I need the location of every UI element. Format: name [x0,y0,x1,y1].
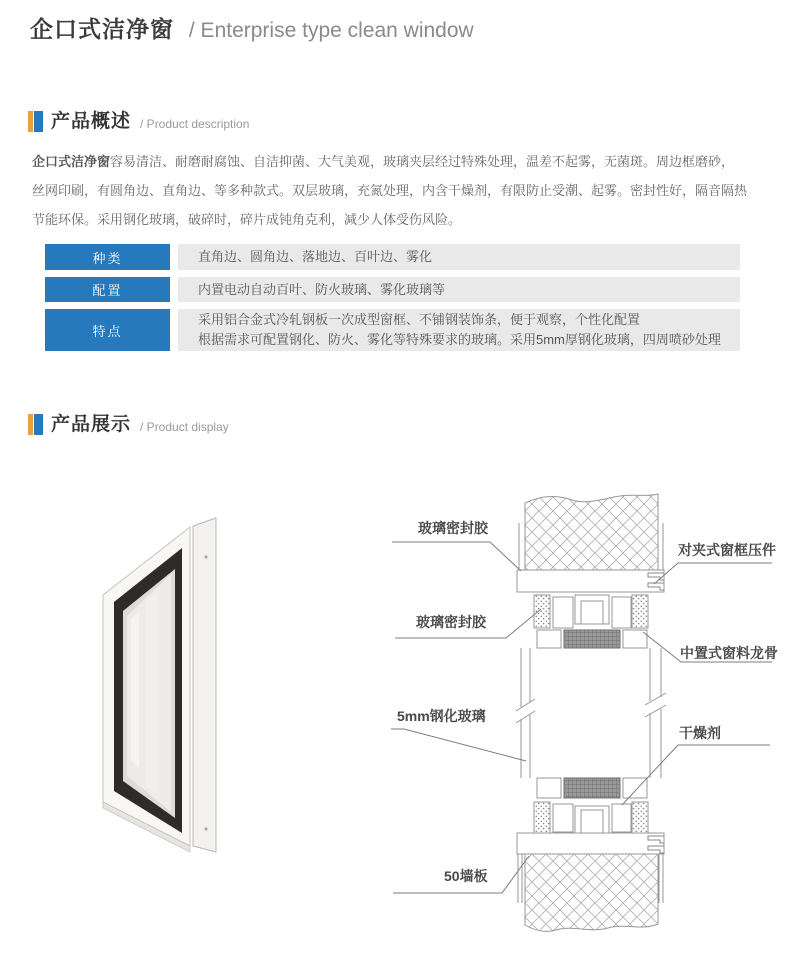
section-title-display: 产品展示 [51,414,132,435]
description-line1: 容易清洁、耐磨耐腐蚀、自洁抑菌、大气美观，玻璃夹层经过特殊处理，温差不起雾，无菌斑。周边框磨砂， [110,154,735,169]
page-title-zh: 企口式洁净窗 [30,16,174,42]
table-row [45,277,740,302]
butyl-strip [564,778,620,798]
page-title-en: / Enterprise type clean window [188,19,474,42]
row-content: 内置电动自动百叶、防火玻璃、雾化玻璃等 [178,277,740,302]
wall-block-bottom [525,854,658,931]
product-photo [80,475,250,865]
product-description [32,147,774,234]
glass-pane-left [516,648,535,778]
diagram-label-desiccant: 干燥剂 [679,725,721,741]
desiccant-chamber [623,778,647,798]
section-accent-bar [28,111,43,132]
butyl-strip [564,630,620,648]
diagram-label-glass-sealant-top: 玻璃密封胶 [418,520,488,536]
row-content: 采用铝合金式冷轧钢板一次成型窗框、不铺钢装饰条，便于观察，个性化配置 根据需求可配置钢化、防火、雾化等特殊要求的玻璃。采用5mm厚钢化玻璃，四周喷砂处理 [178,309,740,351]
desiccant-chamber [537,630,561,648]
diagram-label-wall-panel: 50墙板 [444,868,488,884]
desiccant-chamber [537,778,561,798]
frame-band-bottom [517,833,664,854]
section-header-overview [28,111,249,132]
leader-glass-sealant-top [392,542,521,571]
description-line2: 丝网印刷，有圆角边、直角边、等多种款式。双层玻璃，充氮处理，内含干燥剂，有限防止受潮、起雾。密封性好，隔音隔热 [32,183,748,198]
section-subtitle-overview: / Product description [140,117,250,131]
table-row [45,309,740,351]
spec-table [45,244,740,358]
spacer-block [612,597,631,628]
glass-pane-right [645,648,666,778]
photo-glass-reflection [145,591,158,795]
diagram-label-clamp-piece: 对夹式窗框压件 [678,542,776,558]
row-label: 配置 [45,277,170,302]
section-accent-bar [28,414,43,435]
frame-band-top [517,570,664,592]
center-keel-inner [581,601,603,624]
description-line3: 节能环保。采用钢化玻璃，破碎时，碎片成钝角克利，减少人体受伤风险。 [32,212,462,227]
wall-block-top [525,494,658,570]
row-spacer [170,277,178,302]
sealant-block [534,595,550,628]
diagram-label-glass-sealant-mid: 玻璃密封胶 [416,614,486,630]
leader-tempered-glass [391,729,526,761]
section-header-display [28,414,229,435]
row-spacer [170,244,178,270]
section-title-overview: 产品概述 [51,111,132,132]
spacer-block [553,597,573,628]
spacer-block [553,804,573,832]
photo-glass-reflection [131,612,139,768]
row-label: 特点 [45,309,170,351]
sealant-block [632,595,648,628]
spacer-block [612,804,631,832]
row-content: 直角边、圆角边、落地边、百叶边、雾化 [178,244,740,270]
photo-screw-top [204,555,207,558]
photo-screw-bottom [204,827,207,830]
row-spacer [170,309,178,351]
photo-back-flange [193,518,216,852]
center-keel-inner [581,810,603,833]
page-title [30,8,474,45]
description-lead: 企口式洁净窗 [32,154,111,169]
row-label: 种类 [45,244,170,270]
sealant-block [534,802,550,833]
diagram-label-center-keel: 中置式窗料龙骨 [680,645,778,661]
table-row [45,244,740,270]
diagram-label-tempered-glass: 5mm钢化玻璃 [397,708,486,724]
section-subtitle-display: / Product display [140,420,229,434]
technical-diagram [385,482,795,954]
leader-clamp-piece [654,563,772,584]
sealant-block [632,802,648,833]
